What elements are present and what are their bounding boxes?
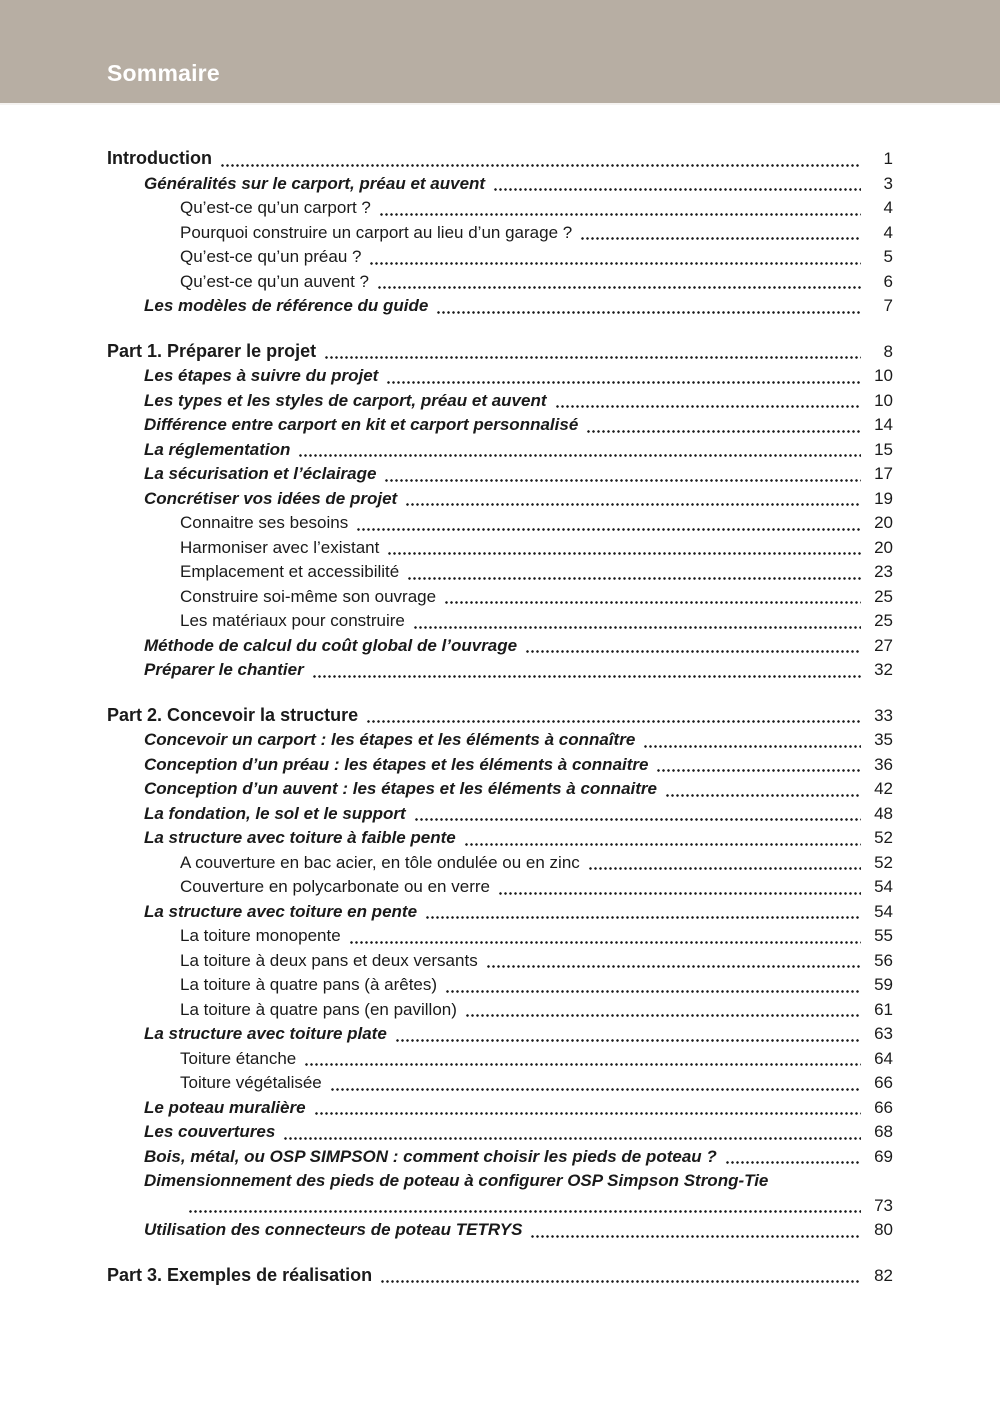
toc-page-number: 5 <box>883 247 893 266</box>
toc-entry-label: Les matériaux pour construire <box>180 611 405 630</box>
toc-entry <box>107 1047 893 1072</box>
toc-entry <box>107 146 893 172</box>
toc-leader-dots <box>405 503 861 506</box>
toc-page-number: 52 <box>874 852 893 872</box>
toc-leader-dots <box>349 941 861 944</box>
toc-entry-label: Concrétiser vos idées de projet <box>144 488 398 508</box>
toc-page-number: 20 <box>874 513 893 532</box>
toc-leader-dots <box>366 720 861 723</box>
toc-entry-label: Méthode de calcul du coût global de l’ouvrage <box>144 635 518 655</box>
toc-entry-label: Les couvertures <box>144 1122 276 1141</box>
toc-leader-dots <box>386 381 861 384</box>
toc-entry <box>107 196 893 221</box>
toc-page-number: 27 <box>874 635 893 655</box>
toc-leader-dots <box>384 479 861 482</box>
toc-entry-label: Couverture en polycarbonate ou en verre <box>180 877 490 896</box>
toc-page-number: 7 <box>883 296 893 315</box>
toc-leader-dots <box>555 405 862 408</box>
toc-entry <box>107 339 893 365</box>
toc-entry <box>107 609 893 634</box>
toc-entry-label: Introduction <box>107 148 212 168</box>
toc-entry-label: La structure avec toiture plate <box>144 1024 387 1043</box>
toc-page-number: 25 <box>874 586 893 606</box>
toc-entry <box>107 826 893 851</box>
toc-leader-dots <box>464 843 861 846</box>
toc-entry-label: Utilisation des connecteurs de poteau TETRYS <box>144 1220 523 1239</box>
toc-page-number: 54 <box>874 877 893 896</box>
toc-entry-label: Les types et les styles de carport, préau et auvent <box>144 390 547 410</box>
toc-entry <box>107 1120 893 1145</box>
toc-page-number: 61 <box>874 999 893 1019</box>
toc-entry <box>107 487 893 512</box>
toc-leader-dots <box>330 1088 861 1091</box>
toc-entry-label: A couverture en bac acier, en tôle ondulée ou en zinc <box>180 852 580 872</box>
toc-entry <box>107 949 893 974</box>
toc-page-number: 80 <box>874 1220 893 1239</box>
toc-entry-label: La réglementation <box>144 439 291 459</box>
toc-entry <box>107 172 893 197</box>
toc-leader-dots <box>530 1235 861 1238</box>
toc-entry <box>107 1071 893 1096</box>
toc-page-number: 36 <box>874 754 893 774</box>
toc-entry <box>107 900 893 925</box>
toc-leader-dots <box>486 965 861 968</box>
toc-entry <box>107 1194 893 1219</box>
toc-page-number: 14 <box>874 415 893 434</box>
toc-entry-label: Qu’est-ce qu’un préau ? <box>180 247 362 266</box>
toc-leader-dots <box>436 311 861 314</box>
toc-leader-dots <box>656 769 861 772</box>
toc-page-number: 66 <box>874 1073 893 1092</box>
toc-entry-label: Pourquoi construire un carport au lieu d’un garage ? <box>180 222 573 242</box>
toc-leader-dots <box>444 601 861 604</box>
toc-page-number: 3 <box>883 173 893 193</box>
toc-leader-dots <box>413 626 861 629</box>
toc-page-number: 1 <box>883 149 893 168</box>
toc-leader-dots <box>643 745 861 748</box>
toc-page-number: 23 <box>874 562 893 581</box>
toc-entry <box>107 585 893 610</box>
toc-entry <box>107 1145 893 1170</box>
toc-leader-dots <box>380 1280 861 1283</box>
toc-leader-dots <box>580 237 861 240</box>
toc-entry <box>107 875 893 900</box>
toc-leader-dots <box>283 1137 861 1140</box>
toc-page-number: 4 <box>883 222 893 242</box>
toc-page-number: 82 <box>874 1265 893 1285</box>
toc-page-number: 69 <box>874 1146 893 1166</box>
toc-entry-label: Part 2. Concevoir la structure <box>107 704 359 725</box>
toc-page-number: 48 <box>874 803 893 823</box>
toc-page-number: 56 <box>874 950 893 970</box>
toc-entry <box>107 270 893 295</box>
toc-leader-dots <box>725 1161 861 1164</box>
toc-leader-dots <box>445 990 861 993</box>
toc-entry <box>107 728 893 753</box>
toc-entry-label: Harmoniser avec l’existant <box>180 537 380 557</box>
toc-leader-dots <box>425 916 861 919</box>
toc-entry <box>107 560 893 585</box>
toc-leader-dots <box>312 675 861 678</box>
toc-entry-label: Conception d’un préau : les étapes et les éléments à connaitre <box>144 754 649 774</box>
toc-entry <box>107 462 893 487</box>
toc-entry-label: Toiture étanche <box>180 1048 297 1068</box>
toc-page-number: 4 <box>883 198 893 217</box>
toc-entry-label: Dimensionnement des pieds de poteau à configurer OSP Simpson Strong-Tie <box>144 1171 769 1190</box>
toc-entry-label: Emplacement et accessibilité <box>180 562 400 581</box>
toc-entry <box>107 221 893 246</box>
toc-page-number: 6 <box>883 271 893 291</box>
toc-entry <box>107 1022 893 1047</box>
toc-leader-dots <box>304 1063 861 1066</box>
toc-entry-label: Conception d’un auvent : les étapes et les éléments à connaitre <box>144 779 657 798</box>
toc-leader-dots <box>356 528 861 531</box>
toc-entry <box>107 851 893 876</box>
toc-entry <box>107 1263 893 1289</box>
toc-entry-label: La sécurisation et l’éclairage <box>144 464 377 483</box>
toc-page-number: 10 <box>874 366 893 385</box>
toc-entry <box>107 413 893 438</box>
table-of-contents <box>0 105 1000 1288</box>
toc-leader-dots <box>586 430 861 433</box>
toc-leader-dots <box>498 892 861 895</box>
toc-entry <box>107 924 893 949</box>
toc-entry-label: La toiture monopente <box>180 926 341 945</box>
toc-entry-label: Les modèles de référence du guide <box>144 296 429 315</box>
toc-entry-label: Connaitre ses besoins <box>180 513 349 532</box>
toc-entry <box>107 364 893 389</box>
toc-leader-dots <box>220 164 861 167</box>
toc-entry-label: Différence entre carport en kit et carport personnalisé <box>144 415 579 434</box>
toc-entry <box>107 511 893 536</box>
toc-page-number: 15 <box>874 439 893 459</box>
toc-leader-dots <box>298 454 861 457</box>
toc-entry-label: La structure avec toiture en pente <box>144 901 418 921</box>
toc-page-number: 64 <box>874 1048 893 1068</box>
toc-leader-dots <box>525 650 861 653</box>
toc-entry-label: La toiture à deux pans et deux versants <box>180 950 478 970</box>
page-title: Sommaire <box>107 60 220 86</box>
toc-entry-label: Le poteau muralière <box>144 1097 306 1117</box>
toc-page-number: 54 <box>874 901 893 921</box>
toc-page-number: 68 <box>874 1122 893 1141</box>
toc-entry-label: Part 1. Préparer le projet <box>107 340 317 361</box>
toc-leader-dots <box>387 552 861 555</box>
toc-entry-label: Concevoir un carport : les étapes et les éléments à connaître <box>144 730 636 749</box>
toc-leader-dots <box>379 213 861 216</box>
toc-entry <box>107 438 893 463</box>
toc-page-number: 55 <box>874 926 893 945</box>
toc-entry-label: Qu’est-ce qu’un carport ? <box>180 198 371 217</box>
toc-entry-label: Qu’est-ce qu’un auvent ? <box>180 271 370 291</box>
toc-page-number: 52 <box>874 828 893 847</box>
toc-page-number: 17 <box>874 464 893 483</box>
toc-page-number: 10 <box>874 390 893 410</box>
toc-leader-dots <box>324 356 861 359</box>
toc-page-number: 42 <box>874 779 893 798</box>
toc-entry <box>107 777 893 802</box>
toc-entry <box>107 245 893 270</box>
toc-page-number: 59 <box>874 975 893 994</box>
toc-entry <box>107 973 893 998</box>
toc-entry <box>107 1218 893 1243</box>
toc-entry-label: La structure avec toiture à faible pente <box>144 828 456 847</box>
toc-leader-dots <box>465 1014 861 1017</box>
toc-page-number: 19 <box>874 488 893 508</box>
toc-entry <box>107 1096 893 1121</box>
page-header-band <box>0 0 1000 105</box>
toc-page-number: 73 <box>874 1195 893 1215</box>
toc-entry-label: Part 3. Exemples de réalisation <box>107 1264 373 1285</box>
toc-page-number: 63 <box>874 1024 893 1043</box>
toc-page-number: 33 <box>874 705 893 725</box>
toc-page-number: 35 <box>874 730 893 749</box>
toc-entry-label: Les étapes à suivre du projet <box>144 366 379 385</box>
toc-leader-dots <box>377 286 861 289</box>
toc-entry-label: Toiture végétalisée <box>180 1073 322 1092</box>
toc-page-number: 66 <box>874 1097 893 1117</box>
toc-entry <box>107 294 893 319</box>
toc-page-number: 25 <box>874 611 893 630</box>
toc-leader-dots <box>369 262 861 265</box>
toc-leader-dots <box>407 577 861 580</box>
toc-entry-label: Préparer le chantier <box>144 660 304 679</box>
toc-page-number: 8 <box>883 341 893 361</box>
toc-entry-label: Bois, métal, ou OSP SIMPSON : comment choisir les pieds de poteau ? <box>144 1146 717 1166</box>
toc-entry-label: La fondation, le sol et le support <box>144 803 406 823</box>
toc-entry-label: La toiture à quatre pans (à arêtes) <box>180 975 438 994</box>
toc-entry <box>107 703 893 729</box>
toc-leader-dots <box>395 1039 861 1042</box>
toc-leader-dots <box>188 1210 861 1213</box>
toc-leader-dots <box>414 818 861 821</box>
toc-entry-label: Généralités sur le carport, préau et auvent <box>144 173 486 193</box>
toc-entry <box>107 802 893 827</box>
toc-leader-dots <box>665 794 861 797</box>
toc-page-number: 20 <box>874 537 893 557</box>
toc-entry <box>107 998 893 1023</box>
toc-entry <box>107 753 893 778</box>
toc-entry <box>107 1169 893 1194</box>
toc-leader-dots <box>588 867 861 870</box>
toc-leader-dots <box>314 1112 861 1115</box>
toc-entry <box>107 536 893 561</box>
toc-leader-dots <box>493 188 861 191</box>
toc-entry <box>107 389 893 414</box>
toc-entry-label: La toiture à quatre pans (en pavillon) <box>180 999 457 1019</box>
toc-entry-label: Construire soi-même son ouvrage <box>180 586 437 606</box>
toc-entry <box>107 634 893 659</box>
toc-entry <box>107 658 893 683</box>
toc-page-number: 32 <box>874 660 893 679</box>
